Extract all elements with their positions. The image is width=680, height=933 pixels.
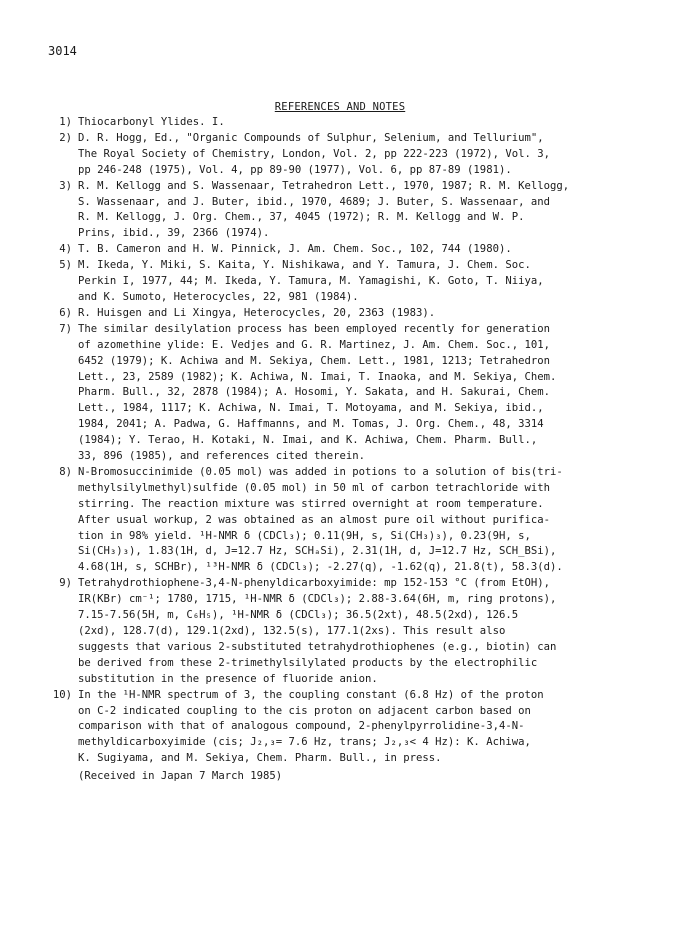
reference-line: methyldicarboxyimide (cis; J₂,₃= 7.6 Hz, trans; J₂,₃< 4 Hz): K. Achiwa, [78,736,531,749]
reference-number: 9) [59,577,72,590]
reference-line: Lett., 1984, 1117; K. Achiwa, N. Imai, T. Motoyama, and M. Sekiya, ibid., [78,402,544,415]
reference-number: 5) [59,259,72,272]
reference-line: Lett., 23, 2589 (1982); K. Achiwa, N. Imai, T. Inaoka, and M. Sekiya, Chem. [78,370,557,383]
reference-line: of azomethine ylide: E. Vedjes and G. R. Martinez, J. Am. Chem. Soc., 101, [78,338,550,351]
reference-item [44,576,664,687]
reference-line: comparison with that of analogous compound, 2-phenylpyrrolidine-3,4-N- [78,720,525,733]
reference-line: tion in 98% yield. ¹H-NMR δ (CDCl₃); 0.11(9H, s, Si(CH₃)₃), 0.23(9H, s, [78,529,531,542]
reference-line: suggests that various 2-substituted tetrahydrothiophenes (e.g., biotin) can [78,640,557,653]
reference-line: and K. Sumoto, Heterocycles, 22, 981 (1984). [78,290,359,303]
reference-line: T. B. Cameron and H. W. Pinnick, J. Am. Chem. Soc., 102, 744 (1980). [78,243,512,256]
reference-line: K. Sugiyama, and M. Sekiya, Chem. Pharm. Bull., in press. [78,752,442,765]
page-number: 3014 [48,44,77,58]
references-heading: REFERENCES AND NOTES [274,101,406,113]
reference-line: R. Huisgen and Li Xingya, Heterocycles, 20, 2363 (1983). [78,306,436,319]
reference-line: substitution in the presence of fluoride anion. [78,672,378,685]
reference-line: Pharm. Bull., 32, 2878 (1984); A. Hosomi, Y. Sakata, and H. Sakurai, Chem. [78,386,550,399]
reference-line: After usual workup, 2 was obtained as an almost pure oil without purifica- [78,513,550,526]
reference-line: 1984, 2041; A. Padwa, G. Haffmanns, and M. Tomas, J. Org. Chem., 48, 3314 [78,418,544,431]
reference-item [44,688,664,768]
reference-number: 8) [59,465,72,478]
reference-number: 10) [52,688,72,701]
reference-line: Si(CH₃)₃), 1.83(1H, d, J=12.7 Hz, SCHₐSi), 2.31(1H, d, J=12.7 Hz, SCH_BSi), [78,545,557,558]
reference-line: 6452 (1979); K. Achiwa and M. Sekiya, Chem. Lett., 1981, 1213; Tetrahedron [78,354,550,367]
reference-line: 4.68(1H, s, SCHBr), ¹³H-NMR δ (CDCl₃); -2.27(q), -1.62(q), 21.8(t), 58.3(d). [78,561,563,574]
reference-line: The Royal Society of Chemistry, London, Vol. 2, pp 222-223 (1972), Vol. 3, [78,147,550,160]
reference-line: In the ¹H-NMR spectrum of 3, the coupling constant (6.8 Hz) of the proton [78,688,544,701]
reference-line: IR(KBr) cm⁻¹; 1780, 1715, ¹H-NMR δ (CDCl₃); 2.88-3.64(6H, m, ring protons), [78,593,557,606]
reference-line: methylsilylmethyl)sulfide (0.05 mol) in 50 ml of carbon tetrachloride with [78,481,550,494]
reference-line: M. Ikeda, Y. Miki, S. Kaita, Y. Nishikawa, and Y. Tamura, J. Chem. Soc. [78,259,531,272]
reference-item [44,322,664,465]
reference-line: be derived from these 2-trimethylsilylated products by the electrophilic [78,656,538,669]
reference-number: 1) [59,116,72,128]
reference-number: 6) [59,306,72,319]
reference-item [44,465,664,576]
reference-line: pp 246-248 (1975), Vol. 4, pp 89-90 (1977), Vol. 6, pp 87-89 (1981). [78,163,512,176]
reference-line: stirring. The reaction mixture was stirred overnight at room temperature. [78,497,544,510]
reference-line: (2xd), 128.7(d), 129.1(2xd), 132.5(s), 177.1(2xs). This result also [78,625,506,637]
references-list [44,115,664,785]
reference-number: 2) [59,131,72,144]
reference-line: Prins, ibid., 39, 2366 (1974). [78,227,270,240]
reference-line: N-Bromosuccinimide (0.05 mol) was added in potions to a solution of bis(tri- [78,465,563,478]
reference-number: 7) [59,322,72,335]
reference-item [44,179,664,243]
reference-item [44,131,664,179]
reference-line: Thiocarbonyl Ylides. I. [78,116,225,128]
reference-line: 33, 896 (1985), and references cited therein. [78,450,366,463]
reference-item [44,242,664,258]
reference-line: R. M. Kellogg, J. Org. Chem., 37, 4045 (1972); R. M. Kellogg and W. P. [78,211,525,224]
reference-line: 7.15-7.56(5H, m, C₆H₅), ¹H-NMR δ (CDCl₃); 36.5(2xt), 48.5(2xd), 126.5 [78,609,519,622]
reference-item [44,306,664,322]
reference-line: R. M. Kellogg and S. Wassenaar, Tetrahedron Lett., 1970, 1987; R. M. Kellogg, [78,179,570,192]
reference-item [44,115,664,131]
reference-number: 4) [59,243,72,256]
reference-line: on C-2 indicated coupling to the cis proton on adjacent carbon based on [78,704,531,717]
reference-number: 3) [59,179,72,192]
reference-line: Perkin I, 1977, 44; M. Ikeda, Y. Tamura, M. Yamagishi, K. Goto, T. Niiya, [78,275,544,288]
reference-item [44,258,664,306]
received-date: (Received in Japan 7 March 1985) [78,770,283,783]
reference-line: The similar desilylation process has been employed recently for generation [78,322,550,335]
reference-line: D. R. Hogg, Ed., "Organic Compounds of Sulphur, Selenium, and Tellurium", [78,131,544,144]
reference-line: S. Wassenaar, and J. Buter, ibid., 1970, 4689; J. Buter, S. Wassenaar, and [78,195,550,208]
reference-line: (1984); Y. Terao, H. Kotaki, N. Imai, and K. Achiwa, Chem. Pharm. Bull., [78,434,538,447]
reference-line: Tetrahydrothiophene-3,4-N-phenyldicarboxyimide: mp 152-153 °C (from EtOH), [78,577,550,590]
